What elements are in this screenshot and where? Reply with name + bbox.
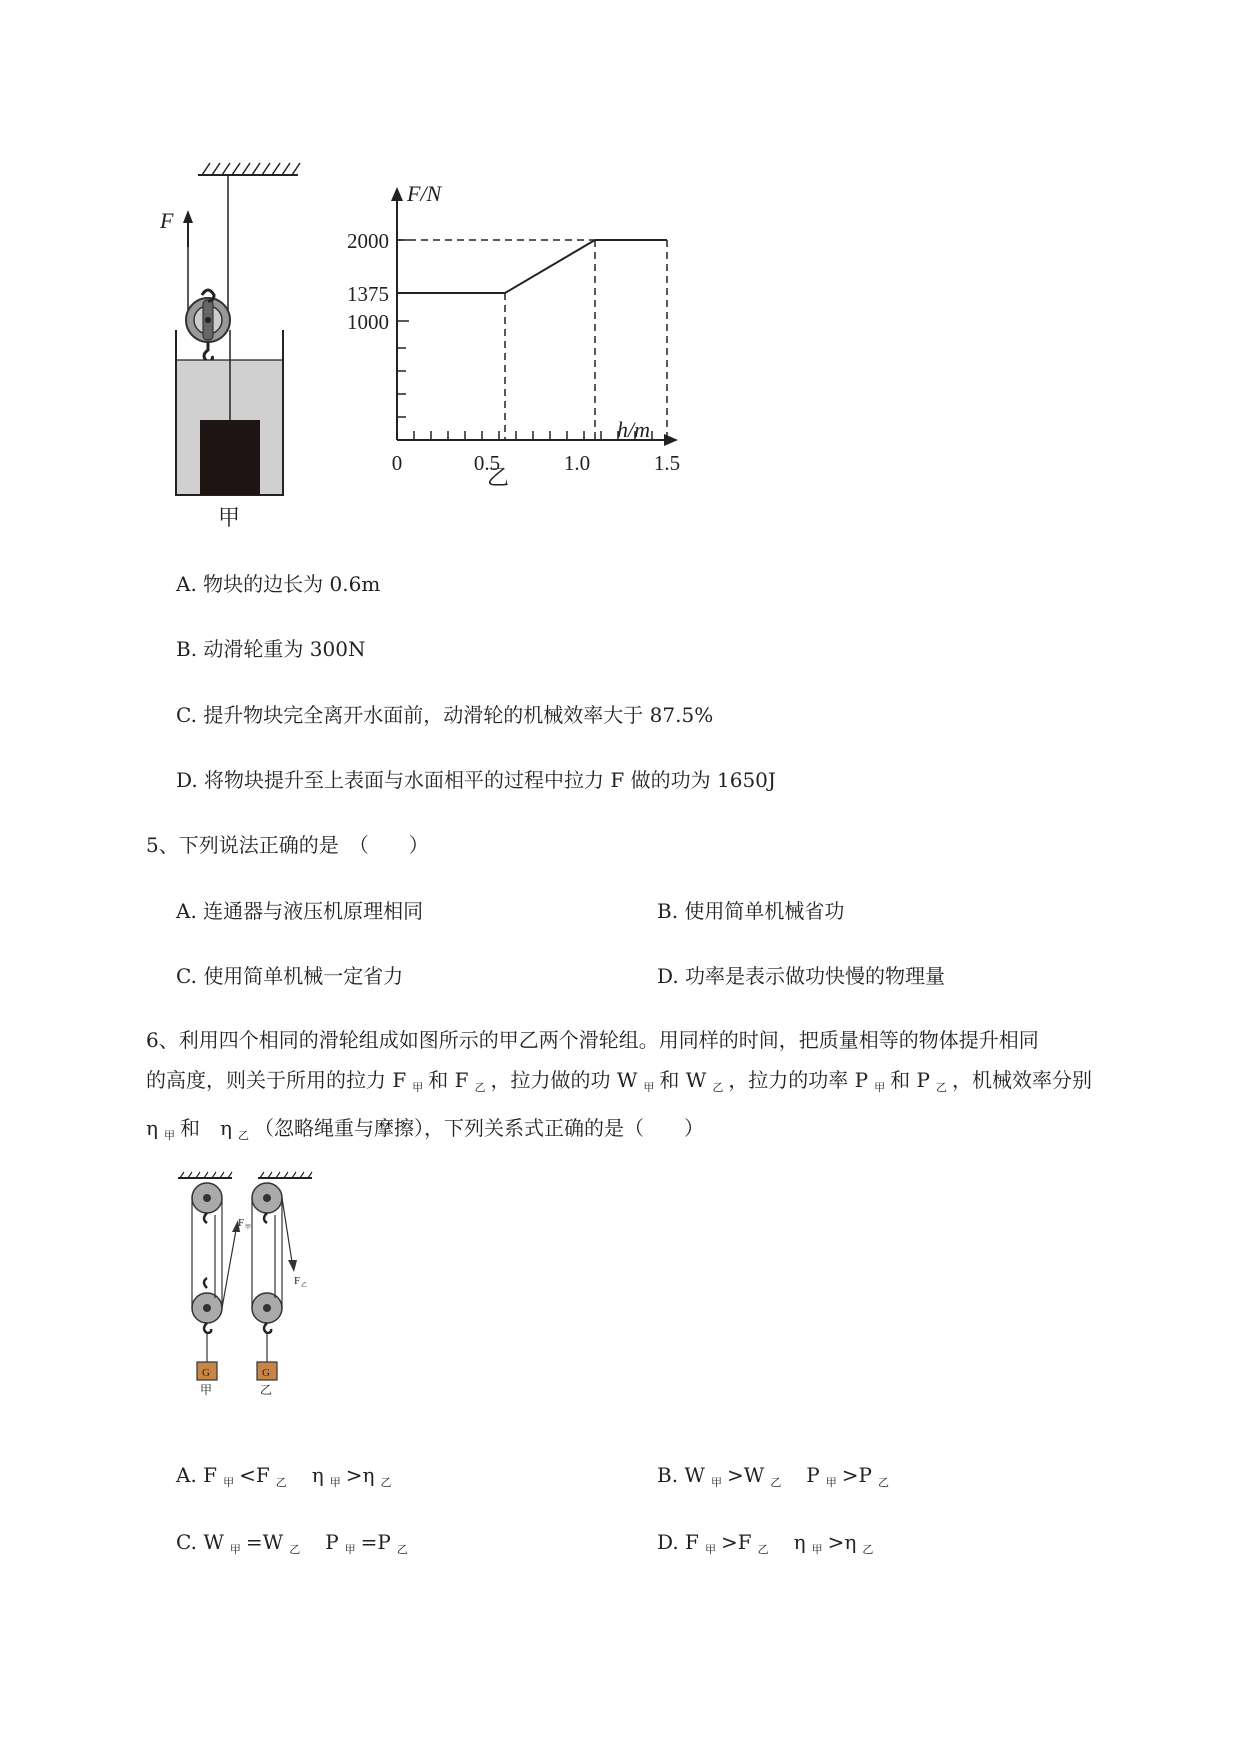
y-axis-label: F/N	[407, 181, 442, 206]
y-tick-label: 1375	[347, 282, 389, 306]
force-label-jia: F	[238, 1217, 245, 1229]
x-tick-label: 1.0	[563, 451, 591, 475]
weight-label-jia: G	[202, 1367, 210, 1379]
y-tick-label: 1000	[347, 310, 389, 334]
option-text: 使用简单机械一定省力	[203, 964, 404, 988]
x-axis-arrow	[664, 434, 678, 446]
option-text: 功率是表示做功快慢的物理量	[685, 964, 946, 988]
q4-option-a[interactable]	[176, 568, 380, 597]
q4-option-d[interactable]	[176, 764, 776, 793]
option-text: 使用简单机械省功	[684, 899, 845, 923]
figure-yi-graph	[325, 181, 745, 515]
svg-text:乙: 乙	[301, 1283, 308, 1289]
weight-label-yi: G	[262, 1367, 270, 1379]
force-f-label: F	[160, 208, 174, 233]
x-tick-label: 0	[391, 451, 403, 475]
figure-jia-tank	[172, 330, 292, 530]
x-tick-label: 1.5	[653, 451, 681, 475]
q5-option-c[interactable]	[176, 960, 403, 989]
q5-stem: 5、下列说法正确的是 （ ）	[146, 833, 429, 857]
option-text: 将物块提升至上表面与水面相平的过程中拉力 F 做的功为 1650J	[204, 768, 776, 792]
svg-text:甲: 甲	[245, 1225, 252, 1231]
option-letter: A.	[176, 899, 197, 923]
option-letter: B.	[176, 637, 198, 661]
force-label-yi: F	[294, 1275, 301, 1287]
option-text: 提升物块完全离开水面前，动滑轮的机械效率大于 87.5%	[203, 703, 714, 727]
x-tick-label: 0.5	[473, 451, 501, 475]
option-letter: A.	[176, 572, 197, 596]
q6-option-d[interactable]: D. F $_甲$ >F $_乙$ η $_甲$ >η $_乙$	[657, 1530, 874, 1556]
q4-option-b[interactable]	[176, 633, 365, 662]
q5-option-d[interactable]	[657, 960, 945, 989]
y-tick-label: 2000	[347, 229, 389, 253]
label-yi-bottom: 乙	[260, 1383, 273, 1397]
q6-line-3: η $_甲$ 和 η $_乙$ （忽略绳重与摩擦），下列关系式正确的是（ ）	[146, 1116, 704, 1142]
q4-option-c[interactable]	[176, 699, 713, 728]
q6-option-a[interactable]: A. F $_甲$ <F $_乙$ η $_甲$ >η $_乙$	[176, 1463, 392, 1489]
label-jia-top: 甲	[218, 505, 241, 530]
series-line	[397, 240, 667, 293]
option-letter: D.	[176, 768, 198, 792]
option-letter: C.	[176, 703, 197, 727]
q5-option-b[interactable]	[657, 895, 844, 924]
option-letter: C.	[176, 964, 197, 988]
q5-option-a[interactable]	[176, 895, 423, 924]
option-letter: D.	[657, 964, 679, 988]
q6-line-1: 6、利用四个相同的滑轮组成如图所示的甲乙两个滑轮组。用同样的时间，把质量相等的物体提升相同	[146, 1028, 1039, 1052]
figure-pulley-systems	[170, 1170, 370, 1420]
option-text: 连通器与液压机原理相同	[203, 899, 424, 923]
q6-line-2: 的高度，则关于所用的拉力 F $_甲$ 和 F $_乙$ ，拉力做的功 W $_甲$ 和 W $_乙$ ，拉力的功率 P $_甲$ 和 P $_乙$ ，机械效率分别	[146, 1068, 1092, 1094]
q6-option-b[interactable]: B. W $_甲$ >W $_乙$ P $_甲$ >P $_乙$	[657, 1463, 889, 1489]
option-text: 物块的边长为 0.6m	[203, 572, 381, 596]
y-axis-arrow	[391, 187, 403, 201]
option-letter: B.	[657, 899, 679, 923]
pulley-system-jia	[178, 1172, 251, 1397]
label-jia-bottom: 甲	[200, 1383, 213, 1397]
graph-label-yi: 乙	[487, 465, 510, 490]
q6-stem	[146, 1020, 1156, 1156]
q6-option-c[interactable]: C. W $_甲$ =W $_乙$ P $_甲$ =P $_乙$	[176, 1530, 408, 1556]
pulley-system-yi	[252, 1172, 312, 1397]
option-text: 动滑轮重为 300N	[203, 637, 366, 661]
x-axis-label: h/m	[617, 417, 650, 442]
